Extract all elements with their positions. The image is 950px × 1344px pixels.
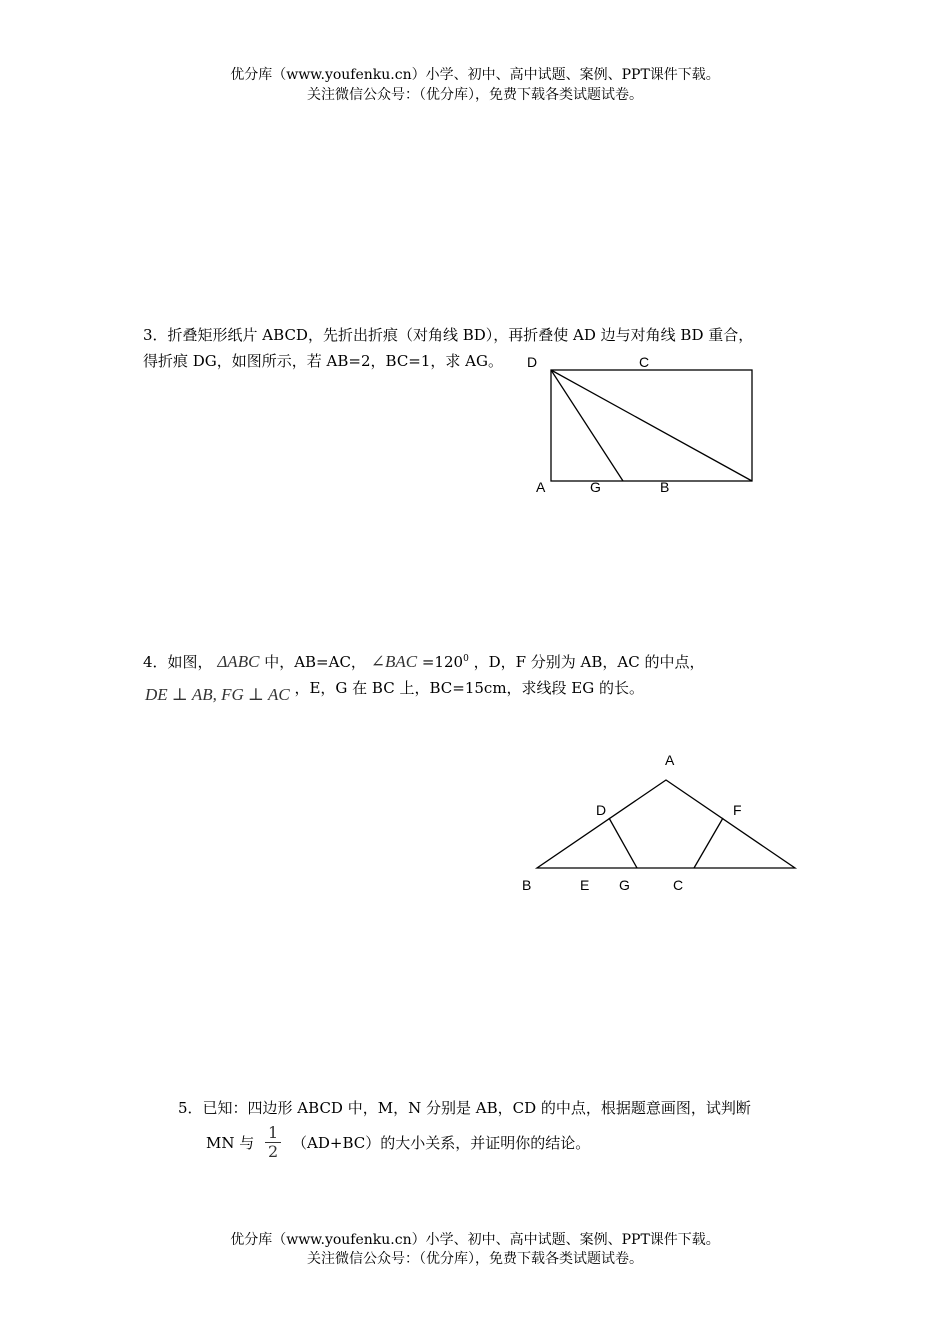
label-d: D	[527, 354, 538, 370]
triangle-abc	[537, 780, 795, 868]
label-a-tri: A	[665, 752, 675, 768]
p4-text-5: ，E，G 在 BC 上，BC=15cm，求线段 EG 的长。	[294, 679, 645, 697]
problem-3-line-1: 3．折叠矩形纸片 ABCD，先折出折痕（对角线 BD），再折叠使 AD 边与对角线 BD 重合，	[143, 326, 754, 344]
segment-de	[609, 818, 637, 868]
footer-line-2: 关注微信公众号：（优分库），免费下载各类试题试卷。	[307, 1251, 643, 1267]
label-b: B	[660, 479, 670, 495]
footer-line-1: 优分库（www.youfenku.cn）小学、初中、高中试题、案例、PPT课件下载。	[230, 1232, 720, 1248]
p4-text-3: =120	[421, 653, 464, 671]
p4-text-1: 4．如图，	[143, 653, 213, 671]
label-c: C	[639, 354, 650, 370]
label-f-tri: F	[733, 802, 742, 818]
label-d-tri: D	[596, 802, 607, 818]
problem-5-line-1: 5．已知：四边形 ABCD 中，M，N 分别是 AB，CD 的中点，根据题意画图，试判断	[178, 1099, 751, 1117]
problem-5-line-2	[206, 1124, 590, 1161]
fraction-numerator: 1	[265, 1124, 281, 1143]
degree-superscript: 0	[463, 654, 469, 664]
header-line-2: 关注微信公众号：（优分库），免费下载各类试题试卷。	[307, 87, 643, 103]
p5-post: （AD+BC）的大小关系，并证明你的结论。	[292, 1134, 591, 1152]
triangle-abc-symbol: ΔABC	[217, 652, 260, 671]
problem-3-line-2: 得折痕 DG，如图所示，若 AB=2，BC=1，求 AG。	[143, 352, 503, 370]
fraction-one-half	[265, 1124, 281, 1161]
segment-fg	[694, 818, 723, 868]
fraction-denominator: 2	[268, 1142, 279, 1161]
header-line-1: 优分库（www.youfenku.cn）小学、初中、高中试题、案例、PPT课件下载。	[230, 67, 720, 83]
p4-text-4: ，D，F 分别为 AB，AC 的中点，	[473, 653, 705, 671]
label-g-tri: G	[619, 877, 630, 893]
label-c-tri: C	[673, 877, 684, 893]
label-a: A	[536, 479, 546, 495]
label-e-tri: E	[580, 877, 590, 893]
p5-pre: MN 与	[206, 1134, 255, 1152]
label-b-tri: B	[522, 877, 532, 893]
perpendicular-formula: DE ⊥ AB, FG ⊥ AC	[145, 685, 290, 704]
label-g: G	[590, 479, 601, 495]
angle-bac-symbol: ∠BAC	[370, 652, 418, 671]
p4-text-2: 中，AB=AC，	[264, 653, 366, 671]
